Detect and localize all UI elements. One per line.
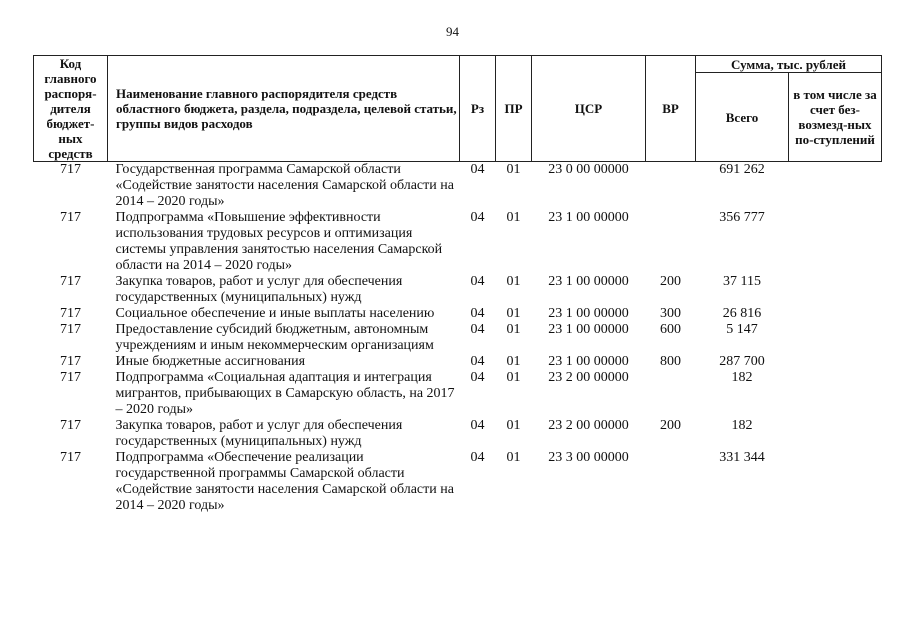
cell-vr: 200 [660,274,681,289]
cell-name: Закупка товаров, работ и услуг для обеспечения государственных (муниципальных) нужд [115,274,403,305]
cell-gratis [789,162,882,211]
table-row [34,306,882,322]
cell-gratis [789,306,882,322]
cell-gratis [789,210,882,274]
header-gratis: в том числе за счет без-возмезд-ных по-ступлений [789,73,882,162]
cell-total: 182 [731,370,753,385]
cell-rz: 04 [470,450,485,465]
cell-name: Предоставление субсидий бюджетным, автономным учреждениям и иным некоммерческим организациям [115,322,434,353]
header-code: Код главного распоря-дителя бюджет-ных средств [34,56,108,162]
cell-total: 26 816 [722,306,762,321]
header-csr: ЦСР [532,56,646,162]
cell-name: Подпрограмма «Социальная адаптация и интеграция мигрантов, прибывающих в Самарскую область, на 2017 – 2020 годы» [115,370,455,417]
cell-csr: 23 0 00 00000 [548,162,629,177]
cell-csr: 23 1 00 00000 [548,354,629,369]
cell-code: 717 [60,162,81,177]
table-header [34,56,882,162]
cell-name: Социальное обеспечение и иные выплаты населению [115,306,435,321]
cell-gratis [789,418,882,450]
cell-pr: 01 [506,322,521,337]
cell-name: Подпрограмма «Повышение эффективности использования трудовых ресурсов и оптимизация системы управления занятостью населения Самарской области на 2014 – 2020 годы» [115,210,443,273]
cell-code: 717 [60,274,81,289]
cell-vr: 800 [660,354,681,369]
cell-pr: 01 [506,162,521,177]
cell-gratis [789,370,882,418]
cell-csr: 23 2 00 00000 [548,418,629,433]
table-row [34,322,882,354]
table-body [34,162,882,515]
cell-name: Государственная программа Самарской области «Содействие занятости населения Самарской области на 2014 – 2020 годы» [115,162,454,209]
table-row [34,274,882,306]
cell-name: Закупка товаров, работ и услуг для обеспечения государственных (муниципальных) нужд [115,418,403,449]
cell-total: 691 262 [719,162,765,177]
budget-table [33,55,882,514]
cell-rz: 04 [470,322,485,337]
cell-code: 717 [60,210,81,225]
cell-rz: 04 [470,418,485,433]
cell-code: 717 [60,418,81,433]
table-row [34,450,882,514]
cell-total: 331 344 [719,450,765,465]
cell-pr: 01 [506,370,521,385]
cell-code: 717 [60,306,81,321]
cell-rz: 04 [470,210,485,225]
cell-total: 356 777 [719,210,765,225]
cell-rz: 04 [470,354,485,369]
cell-total: 287 700 [719,354,765,369]
cell-csr: 23 1 00 00000 [548,306,629,321]
table-row [34,370,882,418]
header-rz: Рз [460,56,496,162]
cell-csr: 23 1 00 00000 [548,210,629,225]
cell-rz: 04 [470,370,485,385]
cell-vr: 300 [660,306,681,321]
cell-code: 717 [60,354,81,369]
table-row [34,210,882,274]
header-name: Наименование главного распорядителя средств областного бюджета, раздела, подраздела, целевой статьи, группы видов расходов [108,56,460,162]
table-row [34,354,882,370]
cell-code: 717 [60,322,81,337]
cell-pr: 01 [506,306,521,321]
header-sum: Сумма, тыс. рублей [696,56,882,73]
cell-gratis [789,450,882,514]
cell-total: 37 115 [723,274,761,289]
cell-gratis [789,322,882,354]
cell-csr: 23 1 00 00000 [548,274,629,289]
cell-pr: 01 [506,450,521,465]
cell-gratis [789,274,882,306]
table-row [34,418,882,450]
cell-vr [646,450,696,514]
table-row [34,162,882,211]
cell-rz: 04 [470,162,485,177]
header-vr: ВР [646,56,696,162]
cell-pr: 01 [506,210,521,225]
cell-gratis [789,354,882,370]
cell-rz: 04 [470,274,485,289]
cell-total: 182 [731,418,753,433]
cell-vr: 600 [660,322,681,337]
cell-pr: 01 [506,354,521,369]
cell-csr: 23 3 00 00000 [548,450,629,465]
cell-pr: 01 [506,418,521,433]
cell-name: Иные бюджетные ассигнования [115,354,306,369]
cell-csr: 23 1 00 00000 [548,322,629,337]
cell-name: Подпрограмма «Обеспечение реализации государственной программы Самарской области «Содействие занятости населения Самарской области на 2014 – 2020 годы» [115,450,454,513]
cell-vr [646,370,696,418]
cell-vr [646,162,696,211]
cell-vr [646,210,696,274]
header-pr: ПР [496,56,532,162]
cell-rz: 04 [470,306,485,321]
cell-total: 5 147 [726,322,758,337]
cell-code: 717 [60,370,81,385]
cell-vr: 200 [660,418,681,433]
page-number: 94 [446,24,459,39]
cell-csr: 23 2 00 00000 [548,370,629,385]
cell-code: 717 [60,450,81,465]
cell-pr: 01 [506,274,521,289]
header-total: Всего [696,73,789,162]
